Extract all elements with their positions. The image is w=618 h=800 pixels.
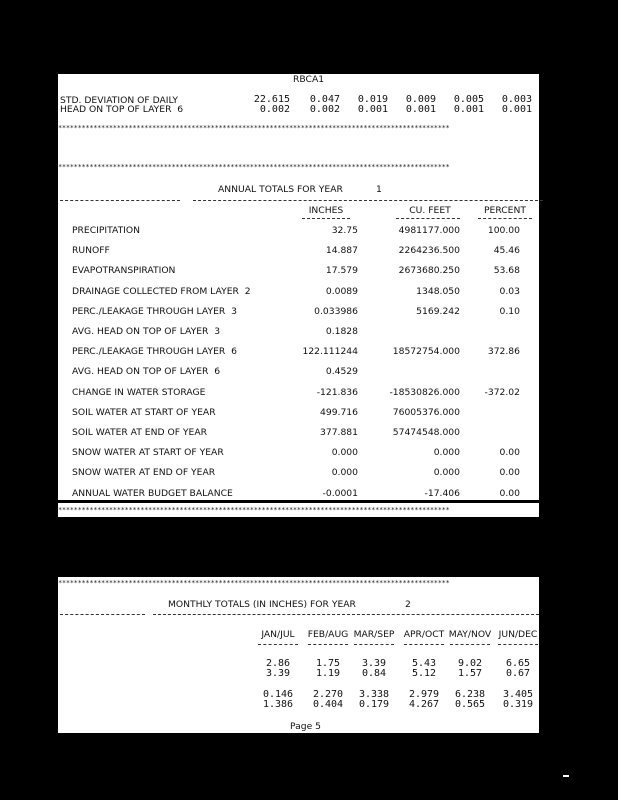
annual-row-label: DRAINAGE COLLECTED FROM LAYER 2	[72, 285, 251, 297]
col-cuft-rule	[396, 218, 460, 219]
monthly-g1-r2-cell: 3.39	[265, 668, 291, 679]
monthly-g2-r2-cell: 0.179	[358, 699, 390, 710]
monthly-g2-r2-cell: 0.404	[312, 699, 344, 710]
annual-row-cuft: 18572754.000	[392, 346, 460, 358]
annual-row-cuft: 0.000	[433, 447, 460, 459]
std-dev-r2-c3: 0.001	[357, 104, 388, 115]
annual-row-percent: 100.00	[487, 225, 520, 236]
std-dev-r2-c2: 0.002	[309, 104, 340, 115]
monthly-header-rule	[498, 644, 538, 645]
monthly-g2-r1-cell: 3.338	[358, 689, 390, 700]
annual-row-cuft: 5169.242	[416, 305, 460, 317]
monthly-header: JAN/JUL	[261, 629, 295, 640]
std-dev-label-2: HEAD ON TOP OF LAYER 6	[60, 104, 184, 115]
monthly-g1-r1-cell: 2.86	[265, 658, 291, 669]
annual-row-label: SOIL WATER AT END OF YEAR	[72, 427, 207, 438]
page-number: Page 5	[290, 721, 322, 732]
std-dev-label-1: STD. DEVIATION OF DAILY	[60, 95, 179, 106]
annual-row-label: SOIL WATER AT START OF YEAR	[72, 406, 216, 418]
annual-row-cuft: -17.406	[424, 487, 460, 499]
separator-rule-3: ****************************************************************************************************	[58, 506, 450, 514]
std-dev-r1-c1: 22.615	[253, 94, 290, 105]
annual-row-percent: 0.03	[499, 285, 520, 297]
monthly-g2-r1-cell: 2.270	[312, 689, 344, 700]
annual-row-cuft: 2264236.500	[398, 245, 460, 257]
monthly-g1-r1-cell: 6.65	[505, 658, 531, 669]
monthly-header: MAY/NOV	[448, 629, 492, 640]
monthly-header: FEB/AUG	[307, 629, 349, 640]
separator-rule-4: ****************************************************************************************************	[58, 579, 450, 587]
monthly-g1-r2-cell: 0.67	[505, 668, 531, 679]
annual-row-cuft: 57474548.000	[392, 427, 460, 438]
monthly-g1-r1-cell: 1.75	[315, 658, 341, 669]
monthly-g1-r1-cell: 9.02	[457, 658, 483, 669]
monthly-g2-r2-cell: 4.267	[408, 699, 440, 710]
annual-row-label: PRECIPITATION	[72, 225, 140, 236]
annual-row-inches: 0.000	[331, 447, 358, 459]
std-dev-r2-c6: 0.001	[501, 104, 532, 115]
std-dev-r1-c4: 0.009	[405, 94, 436, 105]
annual-row-inches: 122.111244	[302, 346, 358, 358]
annual-row-inches: 0.033986	[314, 305, 358, 317]
std-dev-r2-c5: 0.001	[453, 104, 484, 115]
annual-row-inches: 0.0089	[325, 285, 358, 297]
annual-row-label: AVG. HEAD ON TOP OF LAYER 6	[72, 366, 221, 378]
monthly-g1-r2-cell: 0.84	[361, 668, 387, 679]
monthly-g2-r2-cell: 0.319	[502, 699, 534, 710]
monthly-g1-r2-cell: 1.57	[457, 668, 483, 679]
annual-row-label: PERC./LEAKAGE THROUGH LAYER 6	[72, 346, 237, 358]
title-rule-left	[60, 200, 180, 201]
annual-row-percent: 0.10	[499, 305, 520, 317]
annual-row-cuft: -18530826.000	[389, 386, 460, 398]
annual-title: ANNUAL TOTALS FOR YEAR	[218, 184, 343, 195]
separator-rule-2: ****************************************************************************************************	[58, 163, 450, 171]
annual-row-label: PERC./LEAKAGE THROUGH LAYER 3	[72, 305, 237, 317]
monthly-header: APR/OCT	[403, 629, 445, 640]
separator-rule-1: ****************************************************************************************************	[58, 124, 450, 132]
annual-row-percent: 0.00	[499, 467, 520, 479]
monthly-header-rule	[450, 644, 490, 645]
annual-row-label: SNOW WATER AT END OF YEAR	[72, 467, 216, 479]
monthly-g2-r2-cell: 1.386	[262, 699, 294, 710]
monthly-rule-left	[60, 614, 145, 615]
monthly-totals-panel	[58, 577, 539, 733]
col-percent-rule	[478, 218, 532, 219]
annual-row-cuft: 0.000	[433, 467, 460, 479]
title-rule-right	[193, 200, 543, 201]
monthly-g1-r1-cell: 3.39	[361, 658, 387, 669]
annual-row-label: EVAPOTRANSPIRATION	[72, 265, 176, 277]
annual-row-label: RUNOFF	[72, 245, 110, 257]
annual-row-percent: 372.86	[487, 346, 520, 358]
monthly-g2-r1-cell: 6.238	[454, 689, 486, 700]
annual-year: 1	[376, 184, 382, 195]
monthly-g1-r1-cell: 5.43	[411, 658, 437, 669]
annual-row-percent: 53.68	[493, 265, 520, 277]
annual-row-cuft: 4981177.000	[398, 225, 460, 236]
std-dev-r2-c4: 0.001	[405, 104, 436, 115]
monthly-title: MONTHLY TOTALS (IN INCHES) FOR YEAR	[168, 599, 356, 610]
corner-mark	[563, 775, 569, 777]
annual-row-inches: 14.887	[325, 245, 358, 257]
annual-row-cuft: 1348.050	[416, 285, 460, 297]
annual-row-inches: 0.1828	[325, 326, 358, 337]
annual-row-inches: -0.0001	[322, 487, 358, 499]
monthly-rule-right	[153, 614, 539, 615]
monthly-header-rule	[308, 644, 348, 645]
annual-row-percent: 0.00	[499, 447, 520, 459]
monthly-header-rule	[404, 644, 444, 645]
page-id: RBCA1	[293, 74, 325, 85]
annual-row-inches: 0.000	[331, 467, 358, 479]
annual-row-label: CHANGE IN WATER STORAGE	[72, 386, 206, 398]
monthly-year: 2	[405, 599, 411, 610]
col-percent: PERCENT	[484, 205, 526, 216]
annual-row-inches: 32.75	[331, 225, 358, 236]
monthly-header: MAR/SEP	[353, 629, 395, 640]
std-dev-r1-c3: 0.019	[357, 94, 388, 105]
separator-strip	[58, 503, 539, 517]
annual-row-inches: 499.716	[320, 406, 358, 418]
monthly-g2-r1-cell: 0.146	[262, 689, 294, 700]
annual-row-label: SNOW WATER AT START OF YEAR	[72, 447, 224, 459]
std-dev-r1-c5: 0.005	[453, 94, 484, 105]
monthly-g2-r1-cell: 2.979	[408, 689, 440, 700]
col-cuft: CU. FEET	[409, 205, 451, 216]
monthly-header: JUN/DEC	[498, 629, 538, 640]
monthly-g1-r2-cell: 1.19	[315, 668, 341, 679]
std-dev-r1-c2: 0.047	[309, 94, 340, 105]
monthly-header-rule	[258, 644, 298, 645]
monthly-g1-r2-cell: 5.12	[411, 668, 437, 679]
col-inches: INCHES	[308, 205, 344, 216]
monthly-g2-r1-cell: 3.405	[502, 689, 534, 700]
annual-row-percent: 45.46	[493, 245, 520, 257]
annual-row-label: ANNUAL WATER BUDGET BALANCE	[72, 487, 233, 499]
monthly-g2-r2-cell: 0.565	[454, 699, 486, 710]
annual-row-percent: 0.00	[499, 487, 520, 499]
annual-row-label: AVG. HEAD ON TOP OF LAYER 3	[72, 326, 221, 337]
annual-totals-panel	[58, 74, 539, 500]
annual-row-cuft: 76005376.000	[392, 406, 460, 418]
annual-row-percent: -372.02	[484, 386, 520, 398]
annual-row-inches: 17.579	[325, 265, 358, 277]
col-inches-rule	[302, 218, 350, 219]
std-dev-r2-c1: 0.002	[259, 104, 290, 115]
annual-row-cuft: 2673680.250	[398, 265, 460, 277]
annual-row-inches: -121.836	[316, 386, 358, 398]
monthly-header-rule	[354, 644, 394, 645]
annual-row-inches: 0.4529	[325, 366, 358, 378]
annual-row-inches: 377.881	[320, 427, 358, 438]
std-dev-r1-c6: 0.003	[501, 94, 532, 105]
